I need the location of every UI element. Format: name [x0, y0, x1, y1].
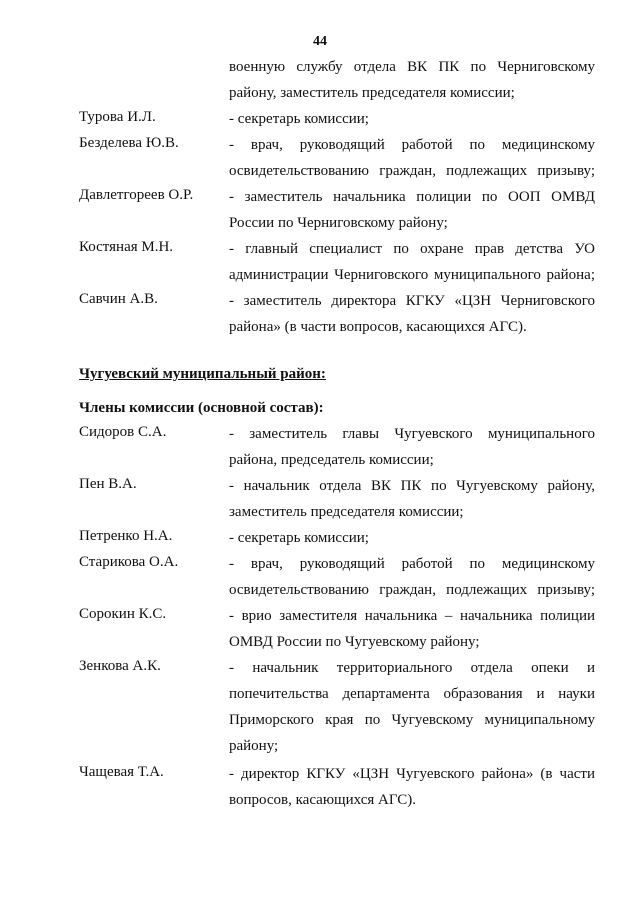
- role-line: - начальник территориального отдела опеки и: [229, 660, 595, 676]
- role-line: заместитель председателя комиссии;: [229, 504, 464, 520]
- role-line: району, заместитель председателя комиссии;: [229, 85, 515, 101]
- role-line: - врио заместителя начальника – начальника полиции: [229, 608, 595, 624]
- entry-role: [229, 476, 595, 528]
- member-name: Сорокин К.С.: [79, 606, 167, 622]
- page-number: 44: [313, 34, 327, 49]
- entry-role: [229, 239, 595, 291]
- members-title: Члены комиссии (основной состав):: [79, 400, 324, 416]
- role-line: - заместитель начальника полиции по ООП ОМВД: [229, 189, 595, 205]
- role-line: района» (в части вопросов, касающихся АГС).: [229, 319, 527, 335]
- role-line: Приморского края по Чугуевскому муниципальному: [229, 712, 595, 728]
- role-line: освидетельствованию граждан, подлежащих призыву;: [229, 582, 595, 598]
- entry-role: [229, 424, 595, 476]
- role-line: освидетельствованию граждан, подлежащих призыву;: [229, 163, 595, 179]
- role-line: району;: [229, 738, 279, 754]
- member-name: Турова И.Л.: [79, 109, 156, 125]
- role-line: - директор КГКУ «ЦЗН Чугуевского района» (в части: [229, 766, 595, 782]
- role-line: попечительства департамента образования и науки: [229, 686, 595, 702]
- role-line: - секретарь комиссии;: [229, 530, 369, 546]
- entry-role: [229, 187, 595, 239]
- role-line: - начальник отдела ВК ПК по Чугуевскому району,: [229, 478, 595, 494]
- entry-role: [229, 291, 595, 343]
- role-line: - врач, руководящий работой по медицинскому: [229, 556, 595, 572]
- member-name: Сидоров С.А.: [79, 424, 167, 440]
- role-line: - заместитель директора КГКУ «ЦЗН Черниговского: [229, 293, 595, 309]
- role-line: России по Черниговскому району;: [229, 215, 448, 231]
- member-name: Безделева Ю.В.: [79, 135, 179, 151]
- section-title: Чугуевский муниципальный район:: [79, 366, 326, 382]
- entry-role: [229, 135, 595, 187]
- member-name: Костяная М.Н.: [79, 239, 174, 255]
- role-line: ОМВД России по Чугуевскому району;: [229, 634, 480, 650]
- role-line: вопросов, касающихся АГС).: [229, 792, 417, 808]
- role-line: - главный специалист по охране прав детства УО: [229, 241, 595, 257]
- member-name: Давлетгореев О.Р.: [79, 187, 194, 203]
- member-name: Чащевая Т.А.: [79, 764, 164, 780]
- entry-role: [229, 658, 595, 762]
- entry-role: [229, 109, 595, 135]
- member-name: Старикова О.А.: [79, 554, 179, 570]
- entry-role: [229, 528, 595, 554]
- role-line: района, председатель комиссии;: [229, 452, 434, 468]
- role-line: администрации Черниговского муниципального района;: [229, 267, 595, 283]
- entry-role: [229, 57, 595, 109]
- entry-role: [229, 554, 595, 606]
- role-line: военную службу отдела ВК ПК по Черниговскому: [229, 59, 595, 75]
- entry-role: [229, 764, 595, 816]
- member-name: Пен В.А.: [79, 476, 137, 492]
- entry-role: [229, 606, 595, 658]
- member-name: Петренко Н.А.: [79, 528, 173, 544]
- role-line: - врач, руководящий работой по медицинскому: [229, 137, 595, 153]
- role-line: - секретарь комиссии;: [229, 111, 369, 127]
- member-name: Савчин А.В.: [79, 291, 158, 307]
- member-name: Зенкова А.К.: [79, 658, 161, 674]
- role-line: - заместитель главы Чугуевского муниципального: [229, 426, 595, 442]
